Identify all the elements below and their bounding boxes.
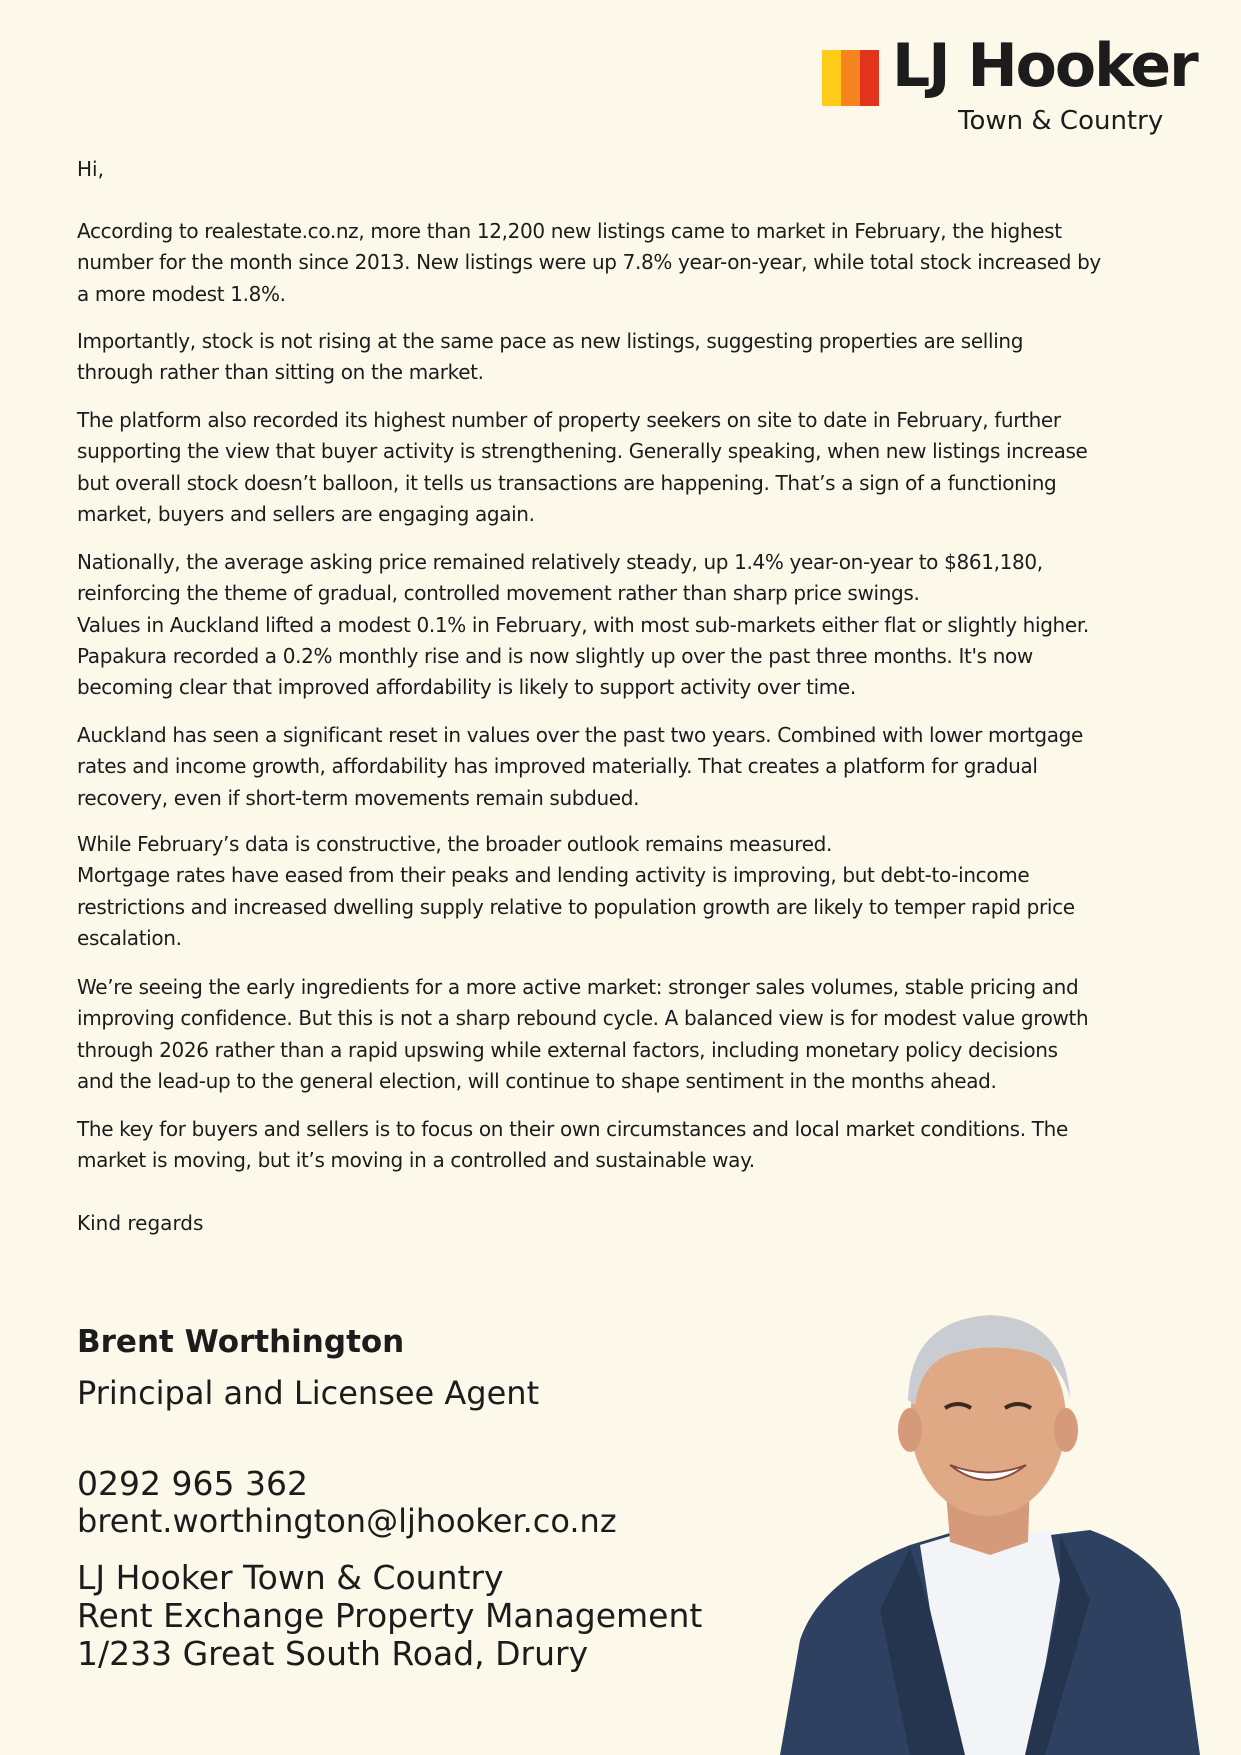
paragraph-line: Nationally, the average asking price remained relatively steady, up 1.4% year-on-year to $861,180,: [77, 550, 1043, 574]
signoff: Kind regards: [77, 1211, 204, 1235]
address-line-company: Rent Exchange Property Management: [77, 1596, 703, 1635]
lj-hooker-logo: [822, 31, 1197, 144]
paragraph-line: escalation.: [77, 925, 182, 950]
logo-wordmark: LJ Hooker: [892, 31, 1197, 101]
paragraph-line: number for the month since 2013. New listings were up 7.8% year-on-year, while total stock increased by: [77, 250, 1101, 275]
paragraph-line: rates and income growth, affordability has improved materially. That creates a platform for gradual: [77, 754, 1038, 779]
paragraph-5: [77, 720, 1187, 814]
paragraph-line: Papakura recorded a 0.2% monthly rise and is now slightly up over the past three months. It's now: [77, 643, 1033, 668]
paragraph-line: The platform also recorded its highest number of property seekers on site to date in February, further: [77, 408, 1061, 432]
paragraph-1: [77, 216, 1187, 310]
paragraph-4: [77, 547, 1187, 703]
paragraph-6: [77, 829, 1187, 954]
logo-stripes-icon: [822, 50, 880, 106]
paragraph-line: market is moving, but it’s moving in a controlled and sustainable way.: [77, 1148, 755, 1173]
paragraph-line: through 2026 rather than a rapid upswing while external factors, including monetary policy decisions: [77, 1037, 1058, 1062]
address-line-street: 1/233 Great South Road, Drury: [77, 1634, 589, 1673]
signer-title: Principal and Licensee Agent: [77, 1374, 540, 1412]
address-line-office: LJ Hooker Town & Country: [77, 1558, 504, 1597]
paragraph-line: The key for buyers and sellers is to focus on their own circumstances and local market conditions. The: [77, 1117, 1068, 1141]
paragraph-line: but overall stock doesn’t balloon, it tells us transactions are happening. That’s a sign of a functioning: [77, 470, 1057, 495]
paragraph-line: While February’s data is constructive, the broader outlook remains measured.: [77, 832, 833, 856]
portrait-ear-right: [1054, 1408, 1078, 1452]
paragraph-line: and the lead-up to the general election, will continue to shape sentiment in the months ahead.: [77, 1068, 997, 1093]
paragraph-line: a more modest 1.8%.: [77, 281, 286, 306]
paragraph-7: [77, 972, 1187, 1097]
portrait-ear-left: [898, 1408, 922, 1452]
paragraph-line: Auckland has seen a significant reset in values over the past two years. Combined with lower mortgage: [77, 723, 1083, 747]
paragraph-8: [77, 1114, 1187, 1177]
paragraph-line: According to realestate.co.nz, more than 12,200 new listings came to market in February, the highest: [77, 219, 1062, 243]
paragraph-line: Mortgage rates have eased from their peaks and lending activity is improving, but debt-to-income: [77, 863, 1030, 888]
paragraph-line: Importantly, stock is not rising at the same pace as new listings, suggesting properties are selling: [77, 329, 1024, 353]
paragraph-line: restrictions and increased dwelling supply relative to population growth are likely to temper rapid price: [77, 894, 1075, 919]
signer-email: brent.worthington@ljhooker.co.nz: [77, 1502, 617, 1540]
paragraph-line: improving confidence. But this is not a sharp rebound cycle. A balanced view is for modest value growth: [77, 1006, 1089, 1031]
paragraph-2: [77, 326, 1187, 389]
paragraph-line: through rather than sitting on the market.: [77, 360, 484, 385]
logo-subtitle: Town & Country: [958, 106, 1164, 136]
signer-name: Brent Worthington: [77, 1324, 405, 1360]
paragraph-line: becoming clear that improved affordability is likely to support activity over time.: [77, 675, 856, 700]
paragraph-line: Values in Auckland lifted a modest 0.1% in February, with most sub-markets either flat or slightly higher.: [77, 612, 1089, 637]
greeting: Hi,: [77, 157, 104, 181]
paragraph-line: market, buyers and sellers are engaging again.: [77, 501, 535, 526]
paragraph-line: reinforcing the theme of gradual, controlled movement rather than sharp price swings.: [77, 581, 920, 606]
paragraph-line: We’re seeing the early ingredients for a more active market: stronger sales volumes, stable pricing and: [77, 975, 1079, 999]
signer-phone: 0292 965 362: [77, 1464, 308, 1503]
agent-portrait: [760, 1280, 1220, 1755]
paragraph-line: recovery, even if short-term movements remain subdued.: [77, 785, 640, 810]
paragraph-line: supporting the view that buyer activity is strengthening. Generally speaking, when new listings increase: [77, 439, 1088, 464]
paragraph-3: [77, 405, 1187, 530]
